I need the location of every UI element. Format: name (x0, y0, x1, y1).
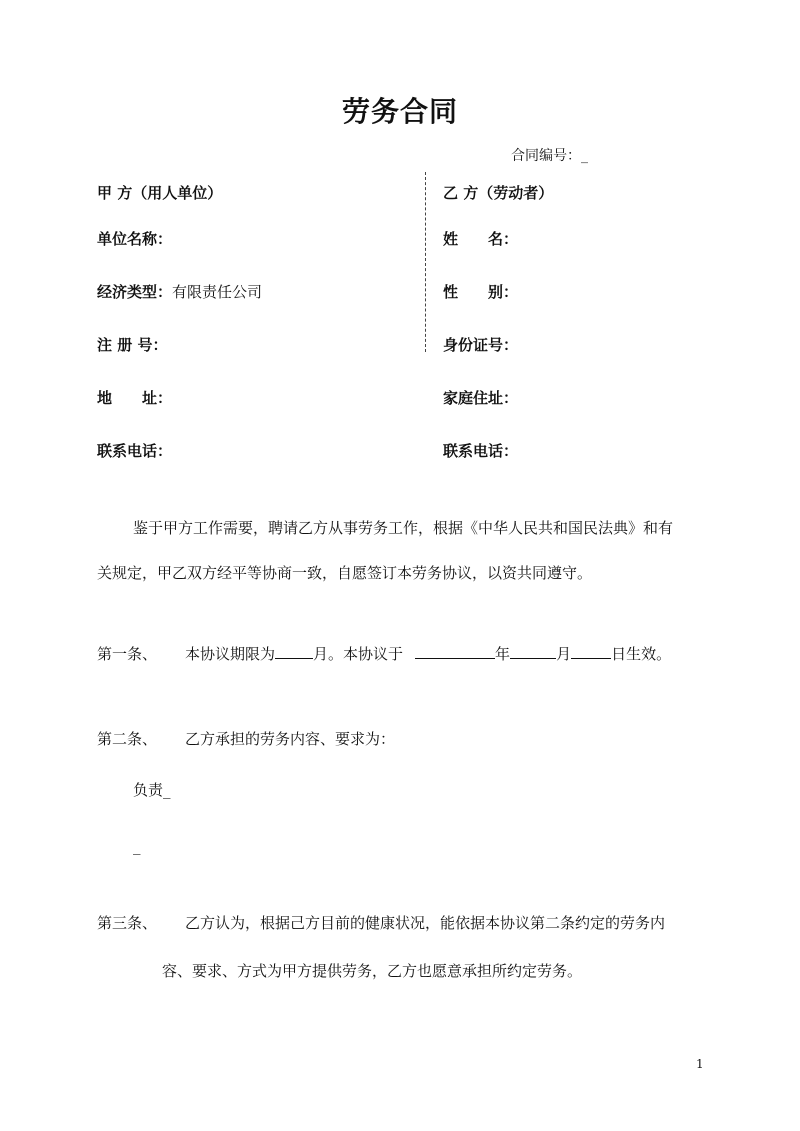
party-a-economic-type-label: 经济类型： (97, 283, 173, 301)
party-b-id-label: 身份证号： (443, 336, 519, 354)
start-year-blank (415, 644, 495, 659)
start-day-blank (571, 644, 611, 659)
article-1-text-a: 本协议期限为 (185, 645, 276, 663)
preamble-line-1: 鉴于甲方工作需要，聘请乙方从事劳务工作，根据《中华人民共和国民法典》和有 (133, 519, 674, 537)
article-1-text-e: 日生效。 (611, 645, 672, 663)
document-title: 劳务合同 (341, 95, 458, 128)
party-b-name-field (443, 228, 518, 249)
party-b-address-label: 家庭住址： (443, 389, 519, 407)
article-1 (97, 644, 671, 664)
article-1-text-c: 年 (495, 645, 511, 663)
article-2-number: 第二条、 (97, 730, 158, 748)
contract-number-label: 合同编号：_ (511, 148, 588, 164)
party-b-name-label: 姓 名： (443, 230, 519, 248)
party-a-registration-field (97, 334, 167, 355)
party-a-phone-label: 联系电话： (97, 442, 173, 460)
article-3-number: 第三条、 (97, 914, 158, 932)
party-b-gender-field (443, 281, 518, 302)
party-b-gender-label: 性 别： (443, 283, 519, 301)
party-a-unit-name-label: 单位名称： (97, 230, 173, 248)
party-a-registration-label: 注 册 号： (97, 336, 168, 354)
party-a-unit-name-field (97, 228, 172, 249)
party-a-address-label: 地 址： (97, 389, 173, 407)
start-month-blank (510, 644, 556, 659)
article-3-line-2: 容、要求、方式为甲方提供劳务，乙方也愿意承担所约定劳务。 (162, 962, 583, 980)
party-b-id-field (443, 334, 518, 355)
article-3 (97, 913, 665, 933)
page-number: 1 (696, 1057, 704, 1071)
party-a-phone-field (97, 440, 172, 461)
article-1-number: 第一条、 (97, 645, 158, 663)
party-a-economic-type-field (97, 281, 262, 302)
column-divider (425, 172, 426, 352)
article-2 (97, 729, 395, 749)
preamble-line-2: 关规定，甲乙双方经平等协商一致，自愿签订本劳务协议，以资共同遵守。 (97, 564, 593, 582)
party-b-phone-field (443, 440, 518, 461)
party-b-heading: 乙 方（劳动者） (443, 184, 554, 202)
party-a-address-field (97, 387, 172, 408)
party-b-phone-label: 联系电话： (443, 442, 519, 460)
article-1-text-d: 月 (556, 645, 572, 663)
party-a-economic-type-value: 有限责任公司 (172, 283, 263, 301)
article-1-text-b: 月。本协议于 (313, 645, 404, 663)
term-months-blank (275, 644, 313, 659)
article-3-line-1: 乙方认为，根据己方目前的健康状况，能依据本协议第二条约定的劳务内 (185, 914, 666, 932)
article-2-text: 乙方承担的劳务内容、要求为： (185, 730, 396, 748)
party-b-address-field (443, 387, 518, 408)
article-2-duty-line: 负责_ (133, 781, 171, 799)
article-2-duty-line-2: _ (133, 837, 141, 855)
party-a-heading: 甲 方（用人单位） (97, 184, 223, 202)
